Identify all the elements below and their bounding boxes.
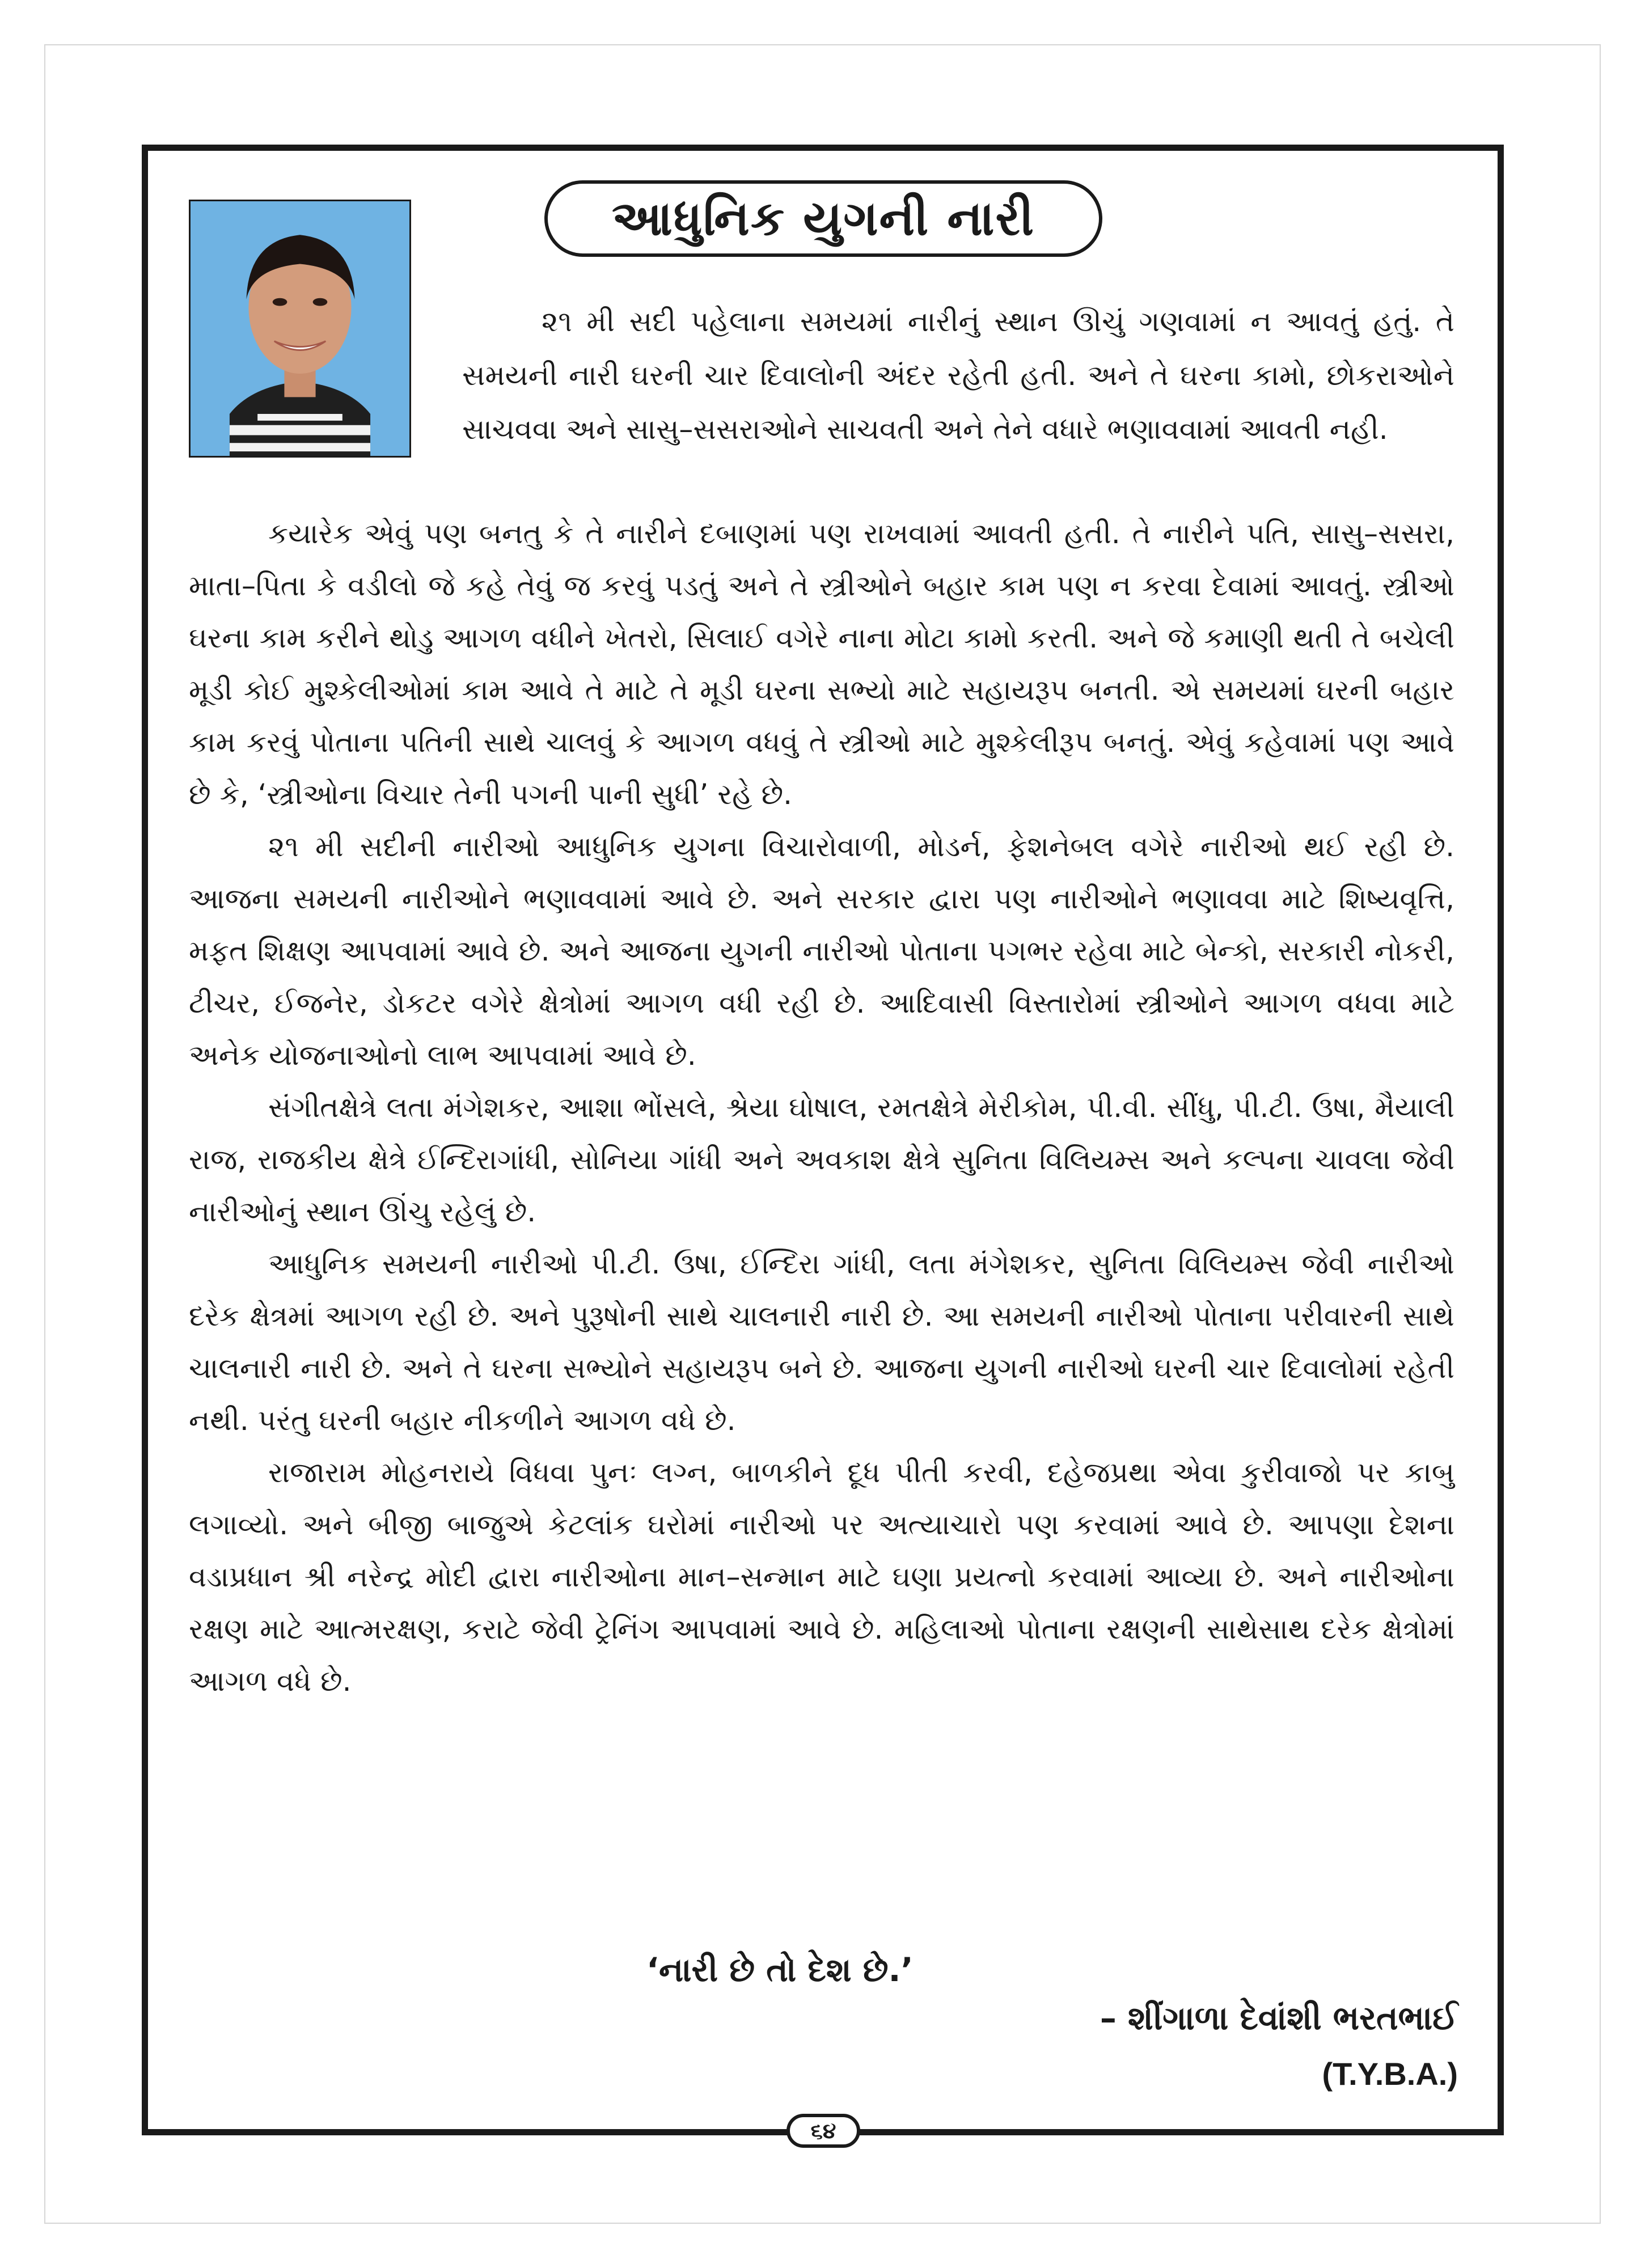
body-paragraph: આધુનિક સમયની નારીઓ પી.ટી. ઉષા, ઈન્દિરા ગાંધી, લતા મંગેશકર, સુનિતા વિલિયમ્સ જેવી નારીઓ દરેક ક્ષેત્રમાં આગળ રહી છે. અને પુરૂષોની સાથે ચાલનારી નારી છે. આ સમયની નારીઓ પોતાના પરીવારની સાથે ચાલનારી નારી છે. અને તે ઘરના સભ્યોને સહાયરૂપ બને છે. આજના યુગની નારીઓ ઘરની ચાર દિવાલોમાં રહેતી નથી. પરંતુ ઘરની બહાર નીકળીને આગળ વધે છે. [189,1247,1454,1437]
body-paragraph: સંગીતક્ષેત્રે લતા મંગેશકર, આશા ભોંસલે, શ્રેયા ઘોષાલ, રમતક્ષેત્રે મેરીકોમ, પી.વી. સીંધુ, પી.ટી. ઉષા, મૈયાલી રાજ, રાજકીય ક્ષેત્રે ઈન્દિરાગાંધી, સોનિયા ગાંધી અને અવકાશ ક્ષેત્રે સુનિતા વિલિયમ્સ અને કલ્પના ચાવલા જેવી નારીઓનું સ્થાન ઊંચુ રહેલું છે. [189,1091,1454,1228]
page-number: ૬૪ [810,2118,836,2143]
article-body [189,507,1454,1707]
author-class: (T.Y.B.A.) [1322,2056,1458,2092]
intro-paragraph: ૨૧ મી સદી પહેલાના સમયમાં નારીનું સ્થાન ઊચું ગણવામાં ન આવતું હતું. તે સમયની નારી ઘરની ચાર દિવાલોની અંદર રહેતી હતી. અને તે ઘરના કામો, છોકરાઓને સાચવવા અને સાસુ–સસરાઓને સાચવતી અને તેને વધારે ભણાવવામાં આવતી નહી. [462,305,1454,446]
author-photo [189,200,411,458]
author-name: – શીંગાળા દેવાંશી ભરતભાઈ [1100,1999,1458,2037]
article-title-box [544,180,1102,257]
portrait-image [191,201,409,456]
slogan: ‘નારી છે તો દેશ છે.’ [646,1950,914,1989]
body-paragraph: ૨૧ મી સદીની નારીઓ આધુનિક યુગના વિચારોવાળી, મોડર્ન, ફેશનેબલ વગેરે નારીઓ થઈ રહી છે. આજના સમયની નારીઓને ભણાવવામાં આવે છે. અને સરકાર દ્વારા પણ નારીઓને ભણાવવા માટે શિષ્યવૃત્તિ, મફત શિક્ષણ આપવામાં આવે છે. અને આજના યુગની નારીઓ પોતાના પગભર રહેવા માટે બેન્કો, સરકારી નોકરી, ટીચર, ઈજનેર, ડોકટર વગેરે ક્ષેત્રોમાં આગળ વધી રહી છે. આદિવાસી વિસ્તારોમાં સ્ત્રીઓને આગળ વધવા માટે અનેક યોજનાઓનો લાભ આપવામાં આવે છે. [189,830,1454,1072]
page-number-badge [786,2114,860,2148]
body-paragraph: રાજારામ મોહનરાયે વિધવા પુનઃ લગ્ન, બાળકીને દૂધ પીતી કરવી, દહેજપ્રથા એવા કુરીવાજો પર કાબુ લગાવ્યો. અને બીજી બાજુએ કેટલાંક ઘરોમાં નારીઓ પર અત્યાચારો પણ કરવામાં આવે છે. આપણા દેશના વડાપ્રધાન શ્રી નરેન્દ્ર મોદી દ્વારા નારીઓના માન–સન્માન માટે ઘણા પ્રયત્નો કરવામાં આવ્યા છે. અને નારીઓના રક્ષણ માટે આત્મરક્ષણ, કરાટે જેવી ટ્રેનિંગ આપવામાં આવે છે. મહિલાઓ પોતાના રક્ષણની સાથેસાથ દરેક ક્ષેત્રોમાં આગળ વધે છે. [189,1456,1454,1698]
body-paragraph: કયારેક એવું પણ બનતુ કે તે નારીને દબાણમાં પણ રાખવામાં આવતી હતી. તે નારીને પતિ, સાસુ–સસરા, માતા–પિતા કે વડીલો જે કહે તેવું જ કરવું પડતું અને તે સ્ત્રીઓને બહાર કામ પણ ન કરવા દેવામાં આવતું. સ્ત્રીઓ ઘરના કામ કરીને થોડુ આગળ વધીને ખેતરો, સિલાઈ વગેરે નાના મોટા કામો કરતી. અને જે કમાણી થતી તે બચેલી મૂડી કોઈ મુશ્કેલીઓમાં કામ આવે તે માટે તે મૂડી ઘરના સભ્યો માટે સહાયરૂપ બનતી. એ સમયમાં ઘરની બહાર કામ કરવું પોતાના પતિની સાથે ચાલવું કે આગળ વધવું તે સ્ત્રીઓ માટે મુશ્કેલીરૂપ બનતું. એવું કહેવામાં પણ આવે છે કે, ‘સ્ત્રીઓના વિચાર તેની પગની પાની સુધી’ રહે છે. [189,517,1454,811]
article-title: આધુનિક યુગની નારી [612,191,1035,246]
